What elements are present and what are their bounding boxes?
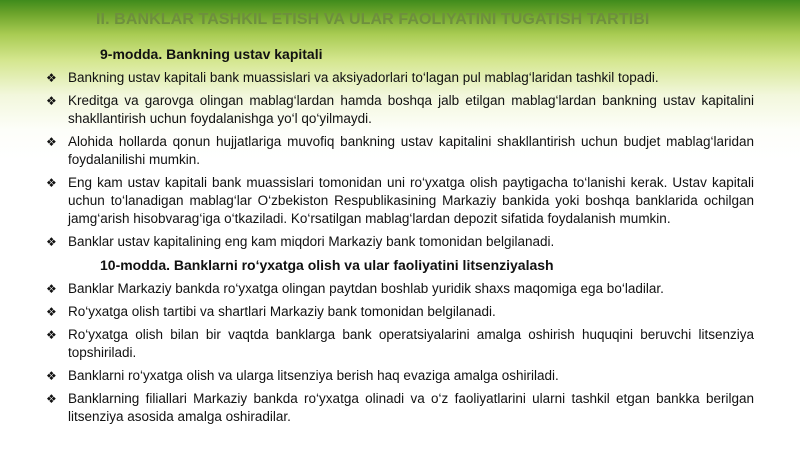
list-item-text: Banklarning filiallari Markaziy bankda ro‘yxatga olinadi va o‘z faoliyatlarini ularni tashkil etgan bankka berilgan litsenziya asosida amalga oshiradilar. xyxy=(68,391,754,424)
diamond-bullet-icon: ❖ xyxy=(46,305,57,319)
list-item xyxy=(46,303,754,321)
list-item-text: Banklar Markaziy bankda ro‘yxatga olingan paytdan boshlab yuridik shaxs maqomiga ega bo‘ladilar. xyxy=(68,281,664,296)
list-item-text: Ro‘yxatga olish tartibi va shartlari Markaziy bank tomonidan belgilanadi. xyxy=(68,304,496,319)
list-item-text: Banklar ustav kapitalining eng kam miqdori Markaziy bank tomonidan belgilanadi. xyxy=(68,234,555,249)
list-item-text: Bankning ustav kapitali bank muassislari va aksiyadorlari to‘lagan pul mablag‘laridan tashkil topadi. xyxy=(68,70,659,85)
diamond-bullet-icon: ❖ xyxy=(46,328,57,342)
diamond-bullet-icon: ❖ xyxy=(46,282,57,296)
list-item-text: Eng kam ustav kapitali bank muassislari tomonidan uni ro‘yxatga olish paytigacha to‘lanishi kerak. Ustav kapitali uchun to‘lanadigan mablag‘lar O‘zbekiston Respublikasining Markaziy bankida yoki boshqa banklarida ochilgan jamg‘arish hisobvarag‘iga o‘tkaziladi. Ko‘rsatilgan mablag‘lardan depozit sifatida foydalanish mumkin. xyxy=(68,175,754,226)
list-item-text: Alohida hollarda qonun hujjatlariga muvofiq bankning ustav kapitalini shakllantirish uchun budjet mablag‘laridan foydalanilishi mumkin. xyxy=(68,134,754,167)
list-item xyxy=(46,92,754,128)
article-10-heading: 10-modda. Banklarni ro‘yxatga olish va ular faoliyatini litsenziyalash xyxy=(100,257,554,273)
diamond-bullet-icon: ❖ xyxy=(46,176,57,190)
list-item xyxy=(46,390,754,426)
diamond-bullet-icon: ❖ xyxy=(46,135,57,149)
list-item xyxy=(46,233,754,251)
list-item xyxy=(46,133,754,169)
list-item xyxy=(46,174,754,228)
diamond-bullet-icon: ❖ xyxy=(46,71,57,85)
diamond-bullet-icon: ❖ xyxy=(46,369,57,383)
slide-title: II. BANKLAR TASHKIL ETISH VA ULAR FAOLIYATINI TUGATISH TARTIBI xyxy=(96,11,650,28)
slide-content xyxy=(46,45,754,431)
article-9-heading: 9-modda. Bankning ustav kapitali xyxy=(100,46,323,62)
diamond-bullet-icon: ❖ xyxy=(46,392,57,406)
list-item xyxy=(46,69,754,87)
list-item-text: Ro‘yxatga olish bilan bir vaqtda banklarga bank operatsiyalarini amalga oshirish huquqini beruvchi litsenziya topshiriladi. xyxy=(68,327,754,360)
list-item xyxy=(46,367,754,385)
list-item-text: Kreditga va garovga olingan mablag‘lardan hamda boshqa jalb etilgan mablag‘lardan bankning ustav kapitalini shakllantirish uchun foydalanishga yo‘l qo‘yilmaydi. xyxy=(68,93,754,126)
diamond-bullet-icon: ❖ xyxy=(46,94,57,108)
list-item xyxy=(46,280,754,298)
diamond-bullet-icon: ❖ xyxy=(46,235,57,249)
list-item-text: Banklarni ro‘yxatga olish va ularga litsenziya berish haq evaziga amalga oshiriladi. xyxy=(68,368,559,383)
list-item xyxy=(46,326,754,362)
